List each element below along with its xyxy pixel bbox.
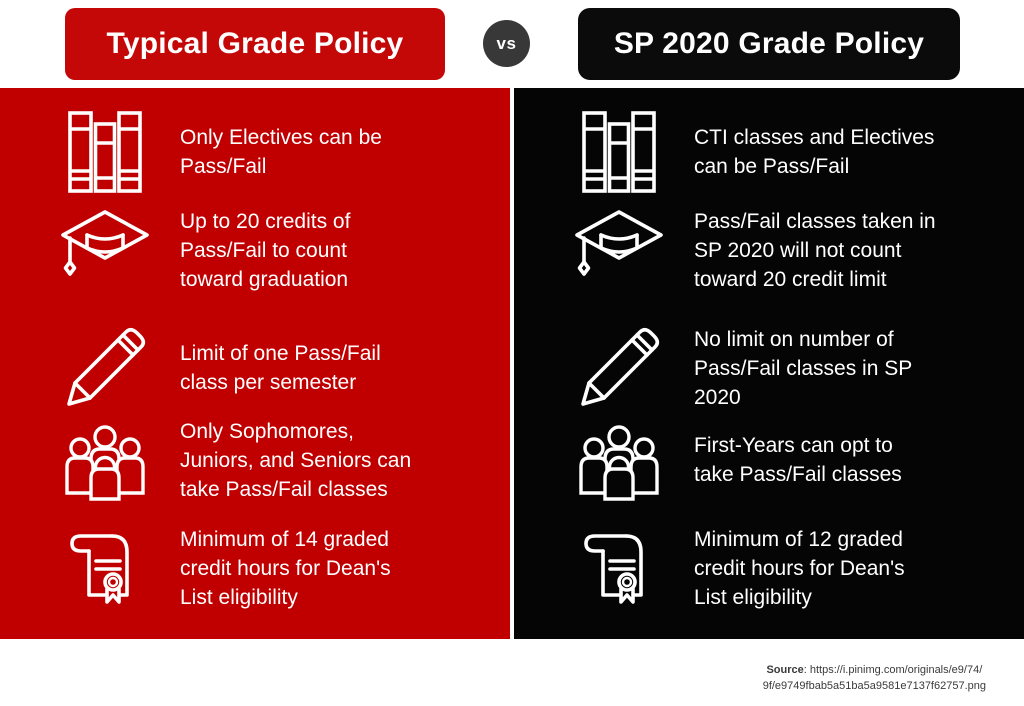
policy-item-text: Minimum of 12 graded credit hours for Dean's List eligibility [694,527,905,609]
people-icon [574,415,664,505]
source-note [763,662,986,694]
pencil-icon [60,323,150,413]
graduation-cap-icon [60,205,150,295]
policy-item-left-4 [0,410,510,510]
policy-item-left-2 [0,200,510,300]
sp2020-policy-title-box [578,8,960,80]
graduation-cap-icon [574,205,664,295]
certificate-icon [60,523,150,613]
people-icon [60,415,150,505]
policy-item-text: Only Electives can be Pass/Fail [180,126,382,178]
policy-item-text: Only Sophomores, Juniors, and Seniors can take Pass/Fail classes [180,419,412,501]
policy-item-text: First-Years can opt to take Pass/Fail classes [694,434,902,486]
policy-item-right-2 [514,200,1024,300]
sp2020-policy-panel [514,88,1024,639]
typical-policy-title: Typical Grade Policy [106,27,404,60]
policy-item-text: Limit of one Pass/Fail class per semester [180,342,381,394]
source-url-line2: 9f/e9749fbab5a51ba5a9581e7137f62757.png [762,680,986,692]
policy-item-right-3 [514,326,1024,410]
typical-policy-panel [0,88,510,639]
policy-item-right-4 [514,410,1024,510]
sp2020-policy-title: SP 2020 Grade Policy [613,27,925,60]
vs-badge [483,20,530,67]
policy-item-left-5 [0,518,510,618]
typical-policy-title-box [65,8,445,80]
pencil-icon [574,323,664,413]
policy-item-left-3 [0,326,510,410]
policy-item-text: No limit on number of Pass/Fail classes in SP 2020 [694,327,913,409]
source-label: Source [766,664,804,676]
policy-item-right-5 [514,518,1024,618]
source-url-line1: : https://i.pinimg.com/originals/e9/74/ [803,664,983,676]
vs-label: vs [496,33,517,53]
certificate-icon [574,523,664,613]
policy-item-left-1 [0,110,510,194]
books-icon [60,107,150,197]
policy-item-text: CTI classes and Electives can be Pass/Fail [694,126,935,178]
policy-item-text: Pass/Fail classes taken in SP 2020 will not count toward 20 credit limit [694,209,936,291]
books-icon [574,107,664,197]
policy-item-right-1 [514,110,1024,194]
policy-item-text: Up to 20 credits of Pass/Fail to count toward graduation [180,209,351,291]
policy-item-text: Minimum of 14 graded credit hours for Dean's List eligibility [180,527,391,609]
